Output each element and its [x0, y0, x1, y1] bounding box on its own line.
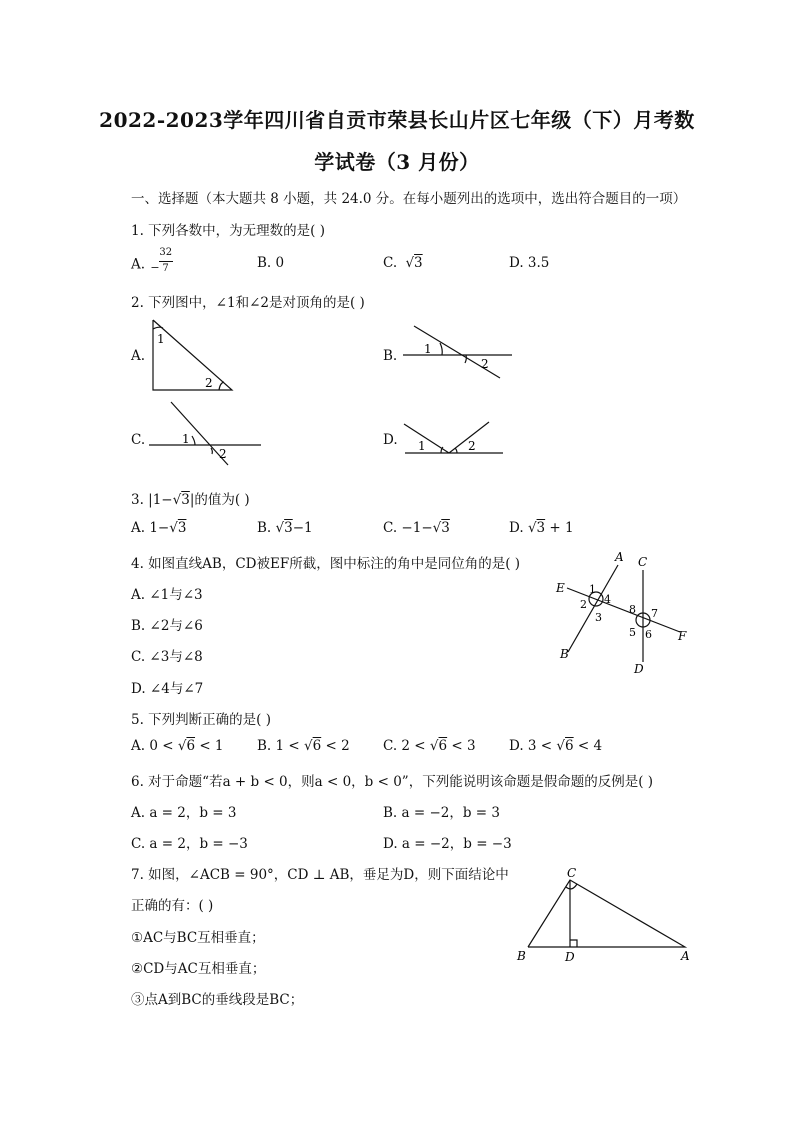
- question-1-stem: 1. 下列各数中，为无理数的是( ): [131, 223, 325, 239]
- section-heading: 一、选择题（本大题共 8 小题，共 24.0 分。在每小题列出的选项中，选出符合题目的一项）: [131, 191, 687, 207]
- q4-angle-1: 1: [589, 583, 596, 596]
- q4-angle-6: 6: [645, 628, 652, 641]
- q4-angle-7: 7: [651, 607, 658, 620]
- q4-angle-4: 4: [604, 593, 611, 606]
- q2d-label-2: 2: [468, 439, 476, 453]
- q6-option-b: B. a = −2，b = 3: [383, 805, 500, 821]
- fraction-numerator: 32: [159, 247, 173, 258]
- q4-point-d: D: [634, 662, 644, 676]
- q2-figure-b: [403, 326, 512, 378]
- q7-figure: [528, 880, 685, 947]
- q5-option-d-prefix: D. 3 <: [509, 738, 557, 754]
- q4-point-e: E: [556, 581, 565, 595]
- radicand: 3: [536, 520, 546, 536]
- q4-option-a: A. ∠1与∠3: [131, 587, 203, 603]
- q4-figure: [567, 565, 680, 662]
- q1-option-b: B. 0: [257, 255, 285, 271]
- q3-option-a-prefix: A. 1−: [131, 520, 170, 536]
- q5-option-d-suffix: < 4: [573, 738, 603, 754]
- q3-option-d-suffix: + 1: [545, 520, 574, 536]
- q5-option-b-suffix: < 2: [321, 738, 350, 754]
- q3-stem-prefix: 3. |1−: [131, 492, 173, 508]
- radicand: 3: [177, 520, 187, 536]
- q2a-label-1: 1: [157, 332, 165, 346]
- question-2-stem: 2. 下列图中，∠1和∠2是对顶角的是( ): [131, 295, 365, 311]
- q1-option-a-label: A.: [131, 256, 146, 273]
- fraction-denominator: 7: [162, 263, 169, 274]
- question-4-stem: 4. 如图直线AB，CD被EF所截，图中标注的角中是同位角的是( ): [131, 556, 521, 572]
- q7-point-c: C: [567, 866, 577, 880]
- q2-option-b: B.: [383, 348, 398, 364]
- q4-option-b: B. ∠2与∠6: [131, 618, 203, 634]
- q5-option-b: B. 1 < √6 < 2: [257, 738, 350, 754]
- question-7-stem-cont: 正确的有：( ): [131, 898, 214, 914]
- radicand: 3: [181, 492, 190, 508]
- q4-point-f: F: [678, 629, 687, 643]
- question-5-stem: 5. 下列判断正确的是( ): [131, 712, 271, 728]
- q3-option-d: D. √3 + 1: [509, 520, 574, 536]
- q2b-label-1: 1: [424, 342, 432, 356]
- q2c-label-1: 1: [182, 432, 190, 446]
- q2a-label-2: 2: [205, 376, 213, 390]
- q2-figure-c: [149, 402, 261, 465]
- q1-option-d: D. 3.5: [509, 255, 550, 271]
- q5-option-a-prefix: A. 0 <: [131, 738, 178, 754]
- q5-option-a-suffix: < 1: [195, 738, 224, 754]
- radicand: 3: [414, 255, 423, 271]
- q3-option-c: C. −1−√3: [383, 520, 450, 536]
- q7-point-d: D: [565, 950, 575, 964]
- exam-title-line1: 2022-2023学年四川省自贡市荣县长山片区七年级（下）月考数: [99, 108, 695, 132]
- q3-option-b: B. √3−1: [257, 520, 313, 536]
- q1-option-a-fraction: − 32 7: [150, 247, 173, 274]
- q7-point-b: B: [517, 949, 526, 963]
- q4-option-d: D. ∠4与∠7: [131, 681, 204, 697]
- q4-point-a: A: [615, 550, 624, 564]
- q5-option-d: D. 3 < √6 < 4: [509, 738, 603, 754]
- question-6-stem: 6. 对于命题“若a + b < 0，则a < 0，b < 0”，下列能说明该命题是假命题的反例是( ): [131, 774, 654, 790]
- q1-option-c-label: C.: [383, 255, 398, 271]
- q7-point-a: A: [681, 949, 690, 963]
- question-3-stem: 3. |1−√3|的值为( ): [131, 492, 250, 508]
- radicand: 3: [284, 520, 293, 536]
- q2-option-d: D.: [383, 432, 398, 448]
- q6-option-d: D. a = −2，b = −3: [383, 836, 512, 852]
- q5-option-c-prefix: C. 2 <: [383, 738, 430, 754]
- q2c-label-2: 2: [219, 447, 227, 461]
- radicand: 6: [186, 738, 196, 754]
- question-7-stem: 7. 如图，∠ACB = 90°，CD ⊥ AB，垂足为D，则下面结论中: [131, 867, 509, 883]
- q6-option-c: C. a = 2，b = −3: [131, 836, 248, 852]
- q5-option-c: C. 2 < √6 < 3: [383, 738, 476, 754]
- q7-statement-3: ③点A到BC的垂线段是BC；: [131, 992, 304, 1008]
- q3-option-b-suffix: −1: [292, 520, 313, 536]
- q4-angle-3: 3: [595, 611, 602, 624]
- radicand: 6: [438, 738, 448, 754]
- q4-angle-5: 5: [629, 626, 636, 639]
- q4-angle-8: 8: [629, 603, 636, 616]
- q5-option-b-prefix: B. 1 <: [257, 738, 304, 754]
- q2-figure-a: [153, 320, 232, 390]
- q3-stem-suffix: |的值为( ): [189, 492, 250, 508]
- q4-angle-2: 2: [580, 598, 587, 611]
- q7-statement-2: ②CD与AC互相垂直；: [131, 961, 266, 977]
- q7-statement-1: ①AC与BC互相垂直；: [131, 930, 265, 946]
- q4-option-c: C. ∠3与∠8: [131, 649, 203, 665]
- q1-option-c: C. √3: [383, 255, 423, 271]
- q2d-label-1: 1: [418, 439, 426, 453]
- q6-option-a: A. a = 2，b = 3: [131, 805, 237, 821]
- q2b-label-2: 2: [481, 357, 489, 371]
- q4-point-c: C: [638, 555, 648, 569]
- q5-option-a: A. 0 < √6 < 1: [131, 738, 224, 754]
- q3-option-b-prefix: B.: [257, 520, 276, 536]
- q3-option-a: A. 1−√3: [131, 520, 187, 536]
- q2-option-c: C.: [131, 432, 146, 448]
- exam-title-line2: 学试卷（3 月份）: [314, 150, 480, 174]
- q3-option-c-prefix: C. −1−: [383, 520, 433, 536]
- radicand: 6: [312, 738, 322, 754]
- q2-option-a: A.: [131, 348, 146, 364]
- radicand: 6: [565, 738, 574, 754]
- q3-option-d-prefix: D.: [509, 520, 528, 536]
- radicand: 3: [441, 520, 450, 536]
- q4-point-b: B: [560, 647, 569, 661]
- q5-option-c-suffix: < 3: [447, 738, 476, 754]
